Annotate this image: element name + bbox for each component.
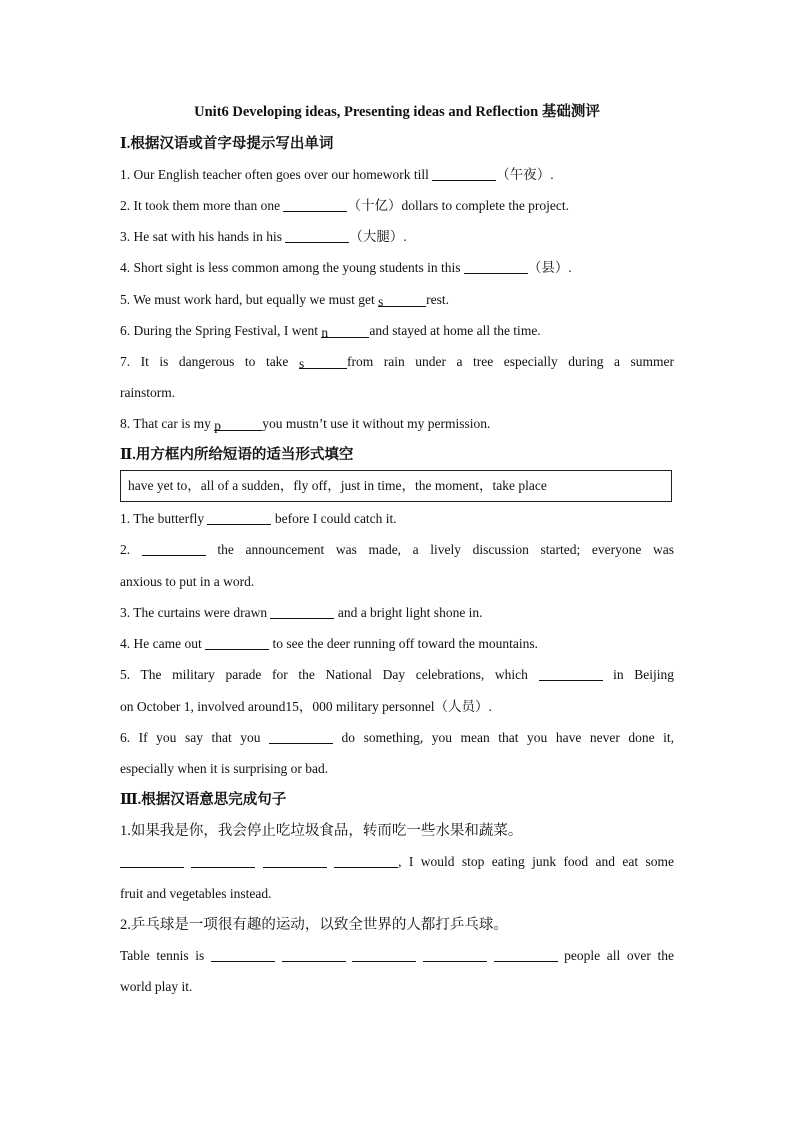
section-heading-2: Ⅱ.用方框内所给短语的适当形式填空 xyxy=(120,447,354,463)
question-3-1-chinese: 1.如果我是你，我会停止吃垃圾食品，转而吃一些水果和蔬菜。 xyxy=(120,823,523,839)
answer-blank[interactable] xyxy=(494,946,558,962)
question-2-6-continued: especially when it is surprising or bad. xyxy=(120,761,329,776)
answer-blank[interactable] xyxy=(263,852,327,868)
answer-blank[interactable] xyxy=(464,258,528,274)
question-3-2-chinese: 2.乒乓球是一项很有趣的运动，以致全世界的人都打乒乓球。 xyxy=(120,917,508,933)
question-1-6: 6. During the Spring Festival, I went n and stayed at home all the time. xyxy=(120,323,541,340)
answer-blank[interactable] xyxy=(283,196,347,212)
question-1-7-continued: rainstorm. xyxy=(120,385,176,400)
question-3-2-continued: world play it. xyxy=(120,979,193,994)
answer-blank[interactable] xyxy=(120,852,184,868)
answer-blank[interactable]: s xyxy=(299,353,347,369)
section-heading-3: Ⅲ.根据汉语意思完成句子 xyxy=(120,792,287,808)
question-3-1: , I would stop eating junk food and eat some xyxy=(120,851,674,873)
question-2-2-continued: anxious to put in a word. xyxy=(120,574,255,589)
question-3-2: Table tennis is people all over the xyxy=(120,948,675,963)
section-heading-1: Ⅰ.根据汉语或首字母提示写出单词 xyxy=(120,136,334,152)
answer-blank[interactable] xyxy=(207,509,271,525)
question-2-5: 5. The military parade for the National Day celebrations, which in Beijing xyxy=(120,667,674,682)
answer-blank[interactable] xyxy=(205,634,269,650)
question-2-2: 2. the announcement was made, a lively discussion started; everyone was xyxy=(120,542,674,557)
answer-blank[interactable] xyxy=(352,946,416,962)
question-1-1: 1. Our English teacher often goes over our homework till （午夜）. xyxy=(120,167,554,182)
question-2-3: 3. The curtains were drawn and a bright light shone in. xyxy=(120,605,483,620)
answer-blank[interactable]: p xyxy=(214,415,262,431)
phrase-box: have yet to，all of a sudden，fly off，just in time，the moment，take place xyxy=(120,470,672,502)
answer-blank[interactable] xyxy=(423,946,487,962)
question-2-5-continued: on October 1, involved around15，000 military personnel（人员）. xyxy=(120,699,492,714)
answer-blank[interactable]: s xyxy=(378,291,426,307)
question-2-1: 1. The butterfly before I could catch it. xyxy=(120,511,397,526)
question-1-5: 5. We must work hard, but equally we must get s rest. xyxy=(120,292,449,309)
question-2-6: 6. If you say that you do something, you mean that you have never done it, xyxy=(120,730,674,745)
answer-blank[interactable] xyxy=(269,728,333,744)
answer-blank[interactable] xyxy=(270,603,334,619)
answer-blank[interactable]: n xyxy=(321,322,369,338)
answer-blank[interactable] xyxy=(334,852,398,868)
question-1-2: 2. It took them more than one （十亿）dollars to complete the project. xyxy=(120,198,570,213)
answer-blank[interactable] xyxy=(539,665,603,681)
question-1-8: 8. That car is my p you mustn’t use it without my permission. xyxy=(120,416,491,433)
question-2-4: 4. He came out to see the deer running off toward the mountains. xyxy=(120,636,539,651)
question-3-1-continued: fruit and vegetables instead. xyxy=(120,886,272,901)
answer-blank[interactable] xyxy=(142,540,206,556)
question-1-7: 7. It is dangerous to take s from rain under a tree especially during a summer xyxy=(120,354,674,371)
answer-blank[interactable] xyxy=(285,227,349,243)
question-1-4: 4. Short sight is less common among the young students in this （县）. xyxy=(120,260,572,275)
page-title: Unit6 Developing ideas, Presenting ideas and Reflection 基础测评 xyxy=(194,104,600,120)
answer-blank[interactable] xyxy=(282,946,346,962)
question-1-3: 3. He sat with his hands in his （大腿）. xyxy=(120,229,407,244)
answer-blank[interactable] xyxy=(432,165,496,181)
answer-blank[interactable] xyxy=(211,946,275,962)
answer-blank[interactable] xyxy=(191,852,255,868)
